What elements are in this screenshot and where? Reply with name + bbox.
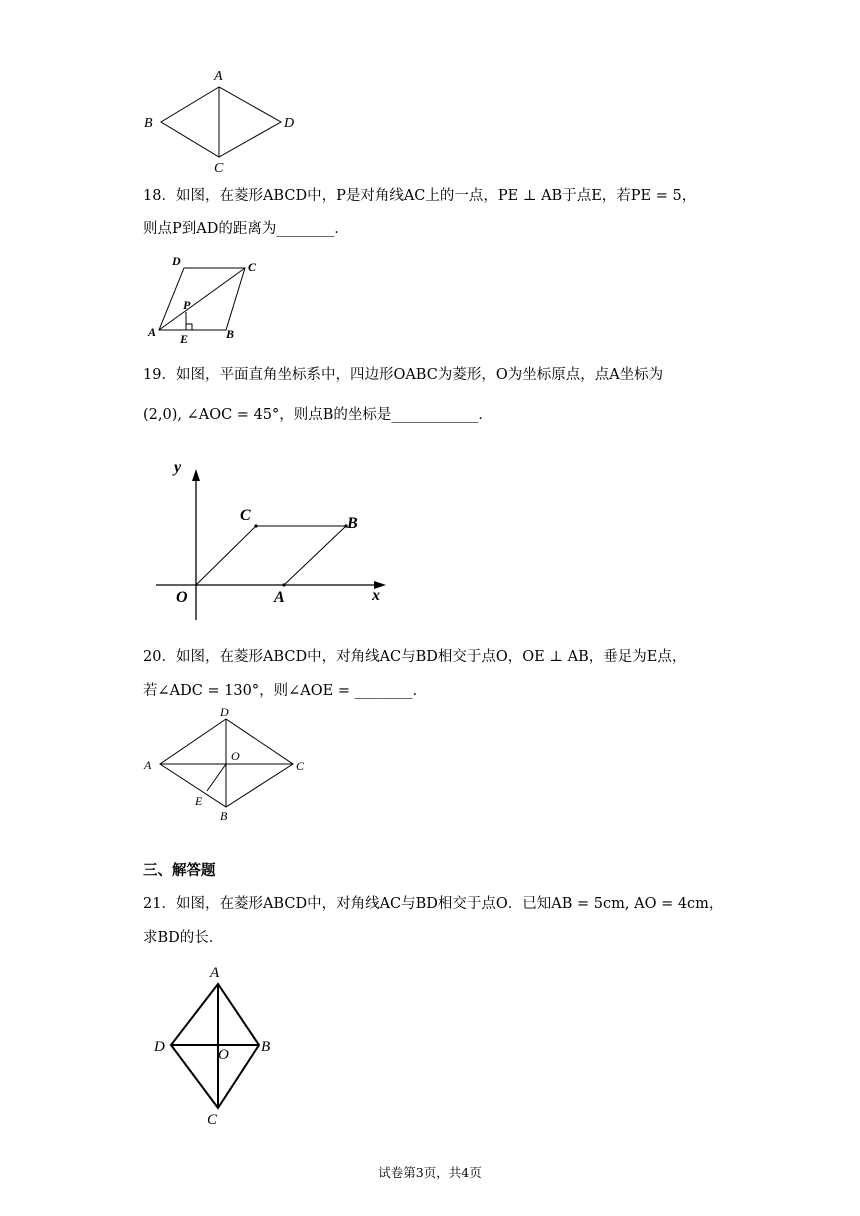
fig21-label-b: B [261, 1039, 271, 1055]
page-footer: 试卷第3页，共4页 [378, 1165, 482, 1180]
question-21-line-1: 21．如图，在菱形ABCD中，对角线AC与BD相交于点O．已知AB = 5cm, AO = 4cm， [143, 896, 724, 912]
axis-label-y: y [174, 459, 182, 476]
question-19-line-2: (2,0), ∠AOC = 45°，则点B的坐标是____________． [143, 407, 493, 423]
fig20-label-e: E [195, 794, 203, 808]
fig20-label-b: B [220, 809, 228, 823]
section-heading-answers: 三、解答题 [143, 862, 216, 879]
question-20-line-2: 若∠ADC = 130°，则∠AOE = ________． [143, 683, 428, 699]
rhombus-figure-17 [130, 60, 320, 180]
fig19-label-o: O [176, 589, 188, 606]
question-18-line-2: 则点P到AD的距离为________． [143, 221, 349, 237]
fig18-label-c: C [248, 260, 257, 274]
fig21-label-c: C [207, 1112, 218, 1128]
fig17-label-b: B [144, 116, 153, 131]
fig19-label-a: A [274, 589, 285, 606]
fig20-label-d: D [220, 705, 229, 719]
question-19-line-1: 19．如图，平面直角坐标系中，四边形OABC为菱形，O为坐标原点，点A坐标为 [143, 367, 664, 383]
question-18-line-1: 18．如图，在菱形ABCD中，P是对角线AC上的一点，PE ⊥ AB于点E，若PE = 5， [143, 188, 697, 204]
rhombus-figure-21 [145, 960, 285, 1130]
fig20-label-c: C [296, 759, 305, 773]
question-21-line-2: 求BD的长． [143, 930, 224, 946]
fig17-label-d: D [284, 116, 295, 131]
fig19-label-b: B [347, 515, 358, 532]
fig21-label-d: D [154, 1039, 165, 1055]
fig20-label-o: O [231, 749, 240, 763]
fig18-label-p: P [183, 298, 191, 312]
rhombus-figure-18 [140, 252, 270, 347]
fig17-label-a: A [214, 69, 223, 84]
fig19-label-c: C [240, 507, 251, 524]
fig18-label-b: B [226, 327, 235, 341]
fig18-label-d: D [172, 254, 181, 268]
rhombus-figure-20 [135, 702, 315, 827]
question-20-line-1: 20．如图，在菱形ABCD中，对角线AC与BD相交于点O，OE ⊥ AB，垂足为E点， [143, 649, 687, 665]
fig20-label-a: A [144, 758, 152, 772]
fig18-label-a: A [148, 325, 157, 339]
coordinate-figure-19 [150, 455, 400, 620]
axis-label-x: x [372, 587, 380, 604]
fig21-label-a: A [210, 965, 220, 981]
fig18-label-e: E [180, 332, 189, 346]
fig21-label-o: O [218, 1047, 229, 1063]
fig17-label-c: C [214, 161, 224, 176]
